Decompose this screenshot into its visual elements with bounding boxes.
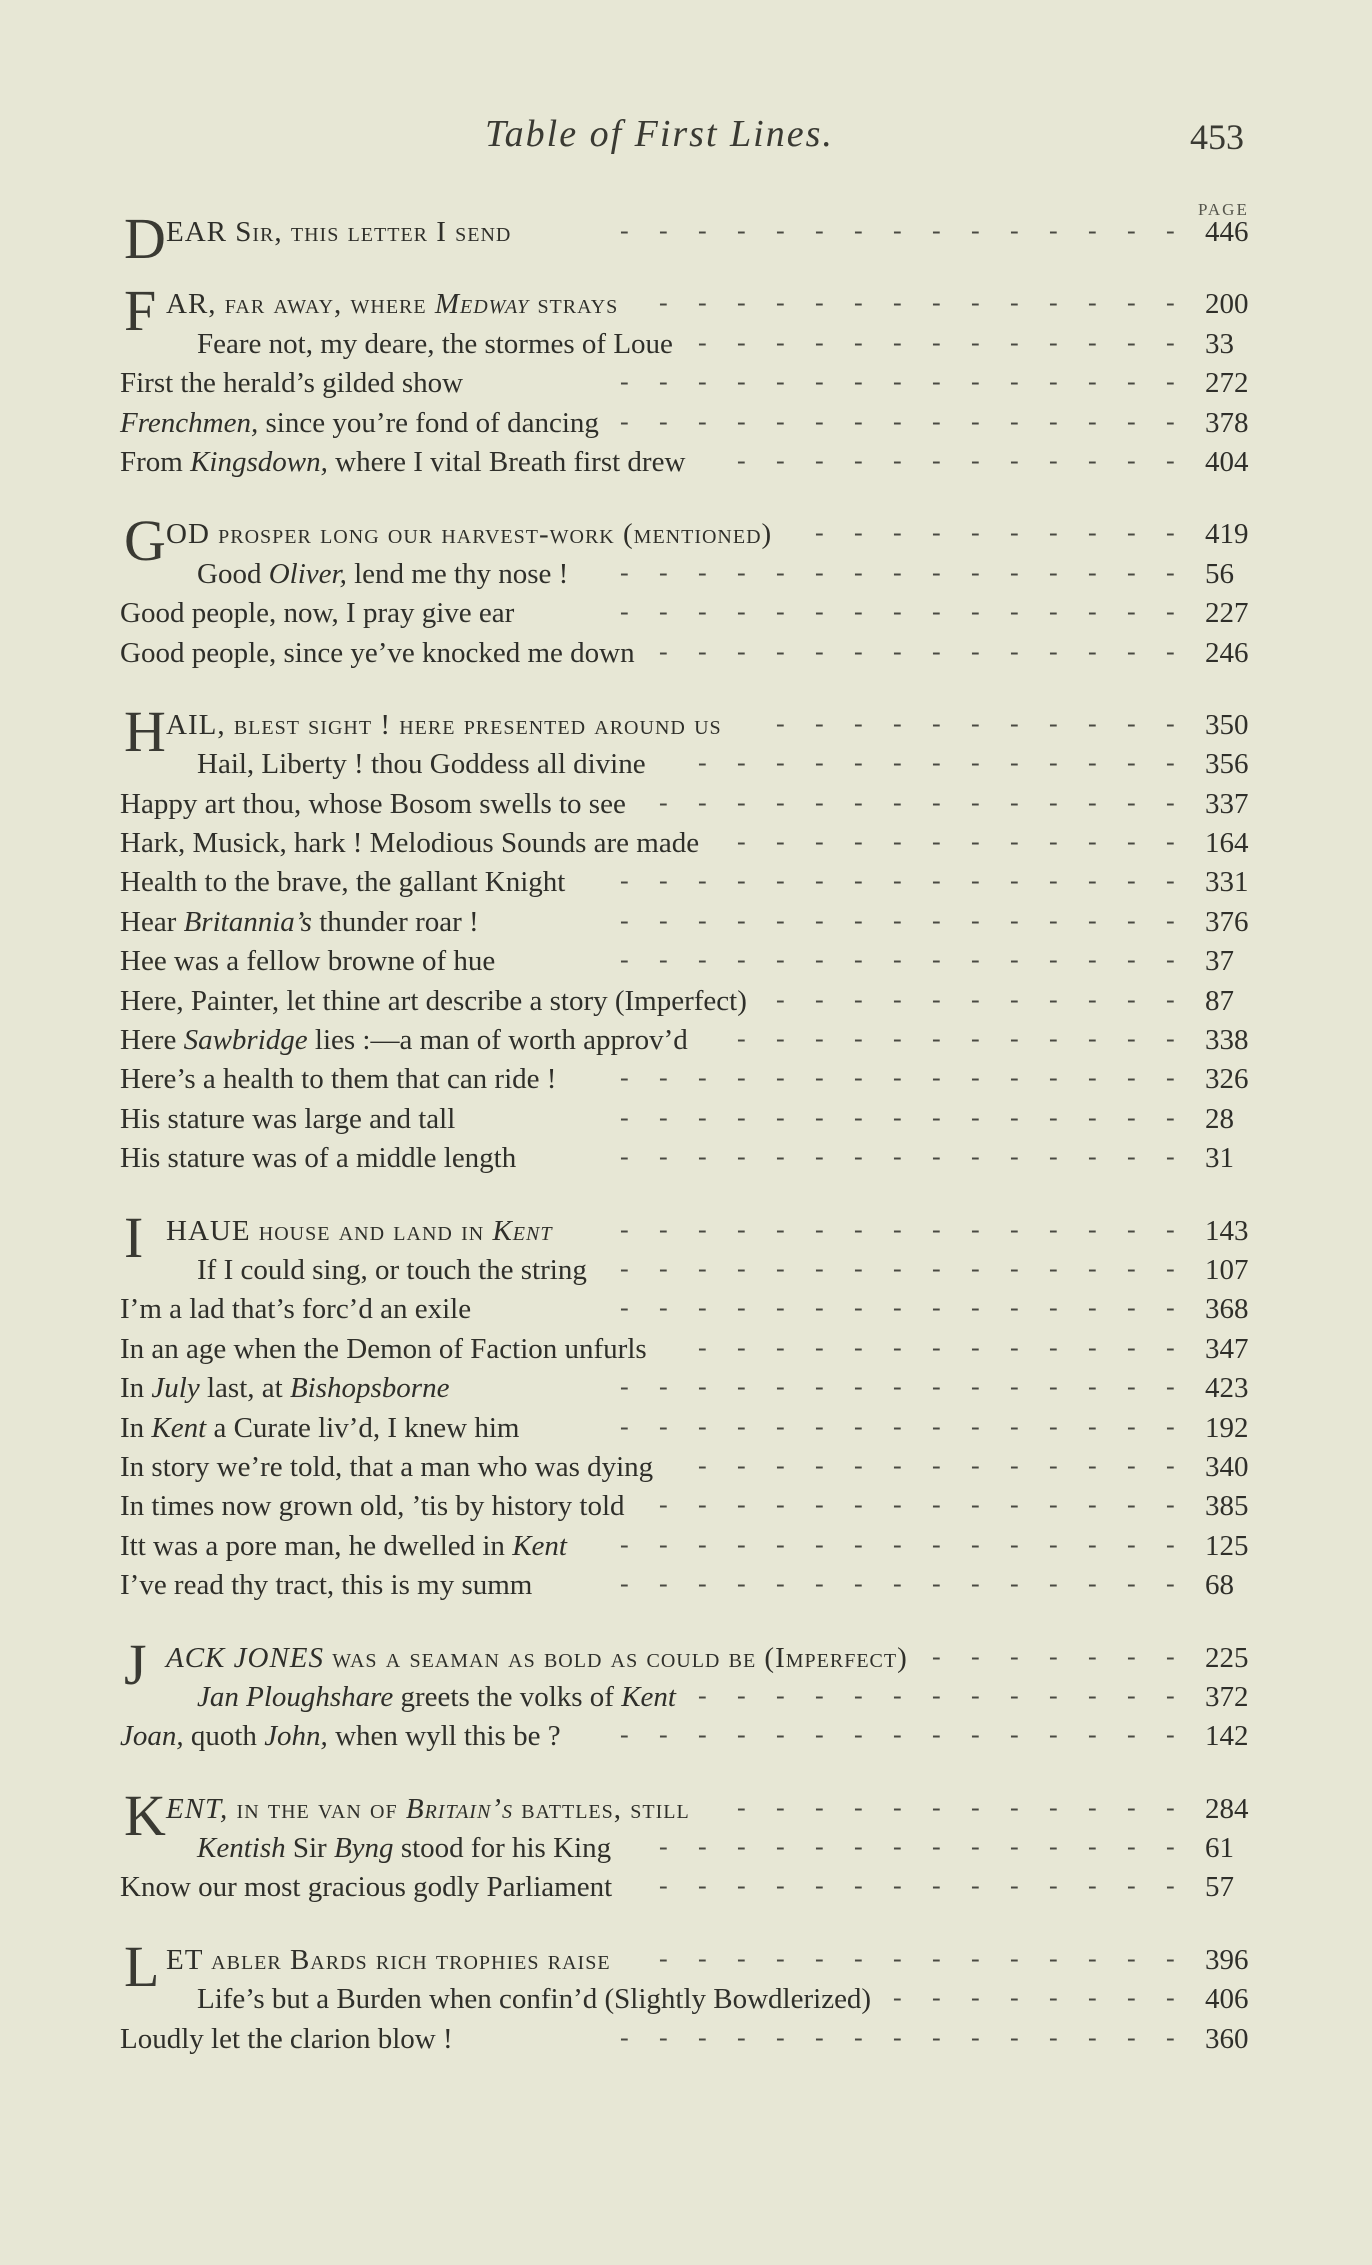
first-line-fragment: Oliver,: [268, 557, 347, 590]
dot-leader: - - - - - - - - - - - - - - -: [620, 1569, 1175, 1599]
dot-leader: - - - - - - - - - - - - - -: [659, 636, 1175, 666]
dot-leader: - - - - - - - - - - - - - -: [659, 787, 1175, 817]
first-line-fragment: strays: [529, 288, 619, 321]
dot-leader: - - - - - - - - - - - - -: [698, 748, 1175, 778]
dot-leader: - - - - - - - - - - - - - - -: [620, 1102, 1175, 1132]
first-line-fragment: Here: [120, 1024, 184, 1057]
dot-leader: - - - - - - - - - - - - - - -: [620, 1720, 1175, 1750]
dot-leader: - - - - - - -: [932, 1641, 1175, 1671]
page-reference: 396: [1205, 1943, 1249, 1976]
index-entry: [0, 1138, 1372, 1177]
page-reference: 28: [1205, 1102, 1234, 1135]
dot-leader: - - - - - - - - - - - - - - -: [620, 1411, 1175, 1441]
page-reference: 347: [1205, 1332, 1249, 1365]
page-header: [0, 112, 1372, 172]
dot-leader: - - - - - - - - - - - - - - -: [620, 945, 1175, 975]
first-line-fragment: was a seaman as bold as could be (Imperfect): [324, 1641, 908, 1674]
first-line-fragment: Kent: [151, 1411, 207, 1444]
index-entry: [0, 744, 1372, 783]
letter-section-f: [0, 278, 1372, 481]
dot-leader: - - - - - - - - - - - - - - -: [620, 367, 1175, 397]
index-entry: [0, 1099, 1372, 1138]
index-entry: [0, 698, 1372, 764]
index-entry: [0, 1020, 1372, 1059]
index-entry: [0, 941, 1372, 980]
first-line-fragment: OD prosper long our harvest-work (mentioned): [166, 518, 773, 551]
page-reference: 125: [1205, 1529, 1249, 1562]
first-line-fragment: I’ve read thy tract, this is my summ: [120, 1569, 533, 1602]
index-entry: [0, 1059, 1372, 1098]
drop-cap-letter: K: [124, 1782, 166, 1848]
first-line-fragment: Good: [197, 557, 269, 590]
first-line-fragment: ENT,: [166, 1792, 229, 1825]
first-line-fragment: in the van of: [228, 1792, 406, 1825]
first-line-fragment: stood for his King: [393, 1832, 612, 1865]
first-line-fragment: July: [151, 1372, 200, 1405]
index-entry: [0, 1526, 1372, 1565]
first-line-fragment: Kent: [512, 1529, 567, 1562]
first-line-fragment: lend me thy nose !: [346, 557, 569, 590]
drop-cap-letter: F: [124, 278, 157, 344]
page-reference: 142: [1205, 1720, 1249, 1753]
dot-leader: - - - - - - - - - - - - - - -: [620, 1063, 1175, 1093]
first-line-fragment: If I could sing, or touch the string: [197, 1253, 587, 1286]
dot-leader: - - - - - - - - - - - - - -: [659, 288, 1175, 318]
first-line-fragment: First the herald’s gilded show: [120, 367, 464, 400]
first-line-fragment: Hee was a fellow browne of hue: [120, 945, 496, 978]
index-entry: [0, 554, 1372, 593]
first-line-fragment: Jan Ploughshare: [197, 1680, 394, 1713]
page-reference: 406: [1205, 1983, 1249, 2016]
dot-leader: - - - - - - - - - - - - - - -: [620, 1253, 1175, 1283]
first-line-fragment: Medway: [434, 288, 530, 321]
page-reference: 56: [1205, 557, 1234, 590]
page-reference: 356: [1205, 748, 1249, 781]
page-reference: 68: [1205, 1569, 1234, 1602]
first-line-fragment: Loudly let the clarion blow !: [120, 2022, 453, 2055]
index-entry: [0, 1867, 1372, 1906]
index-entry: [0, 2019, 1372, 2058]
index-entry: [0, 1716, 1372, 1755]
dot-leader: - - - - - - - - - - - - - - -: [620, 1293, 1175, 1323]
first-line-fragment: From: [120, 445, 191, 478]
first-line-fragment: Feare not, my deare, the stormes of Loue: [197, 327, 673, 360]
dot-leader: - - - - - - - - - - - - - - -: [620, 216, 1175, 245]
letter-section-i: [0, 1204, 1372, 1605]
page-reference: 378: [1205, 406, 1249, 439]
letter-section-h: [0, 698, 1372, 1178]
page-reference: 446: [1205, 216, 1249, 248]
dot-leader: - - - - - - - - - - - -: [737, 445, 1175, 475]
first-line-fragment: where I vital Breath first drew: [327, 445, 686, 478]
first-line-fragment: Itt was a pore man, he dwelled in: [120, 1529, 513, 1562]
first-line-fragment: Bishopsborne: [289, 1372, 450, 1405]
dot-leader: - - - - - - - - - - - -: [737, 827, 1175, 857]
first-line-fragment: Joan,: [120, 1720, 184, 1753]
index-entry: [0, 1408, 1372, 1447]
page-reference: 33: [1205, 327, 1234, 360]
index-entry: [0, 1933, 1372, 1999]
first-line-fragment: Britain’s: [405, 1792, 513, 1825]
page-reference: 372: [1205, 1680, 1249, 1713]
first-line-fragment: Hail, Liberty ! thou Goddess all divine: [197, 748, 646, 781]
page-reference: 350: [1205, 708, 1249, 741]
first-line-fragment: In: [120, 1411, 152, 1444]
page-reference: 192: [1205, 1411, 1249, 1444]
index-entry: [0, 1289, 1372, 1328]
first-line-fragment: Kingsdown,: [190, 445, 328, 478]
dot-leader: - - - - - - - - - - - - -: [698, 1450, 1175, 1480]
first-line-fragment: Know our most gracious godly Parliament: [120, 1871, 613, 1904]
dot-leader: - - - - - - - - - - - - - -: [659, 1943, 1175, 1973]
first-line-fragment: Frenchmen,: [120, 406, 259, 439]
page-reference: 164: [1205, 827, 1249, 860]
index-entry: [0, 1250, 1372, 1289]
index-entry: [0, 1486, 1372, 1525]
first-line-fragment: last, at: [199, 1372, 290, 1405]
index-entry: [0, 1782, 1372, 1848]
dot-leader: - - - - - - - - - - - - - - -: [620, 557, 1175, 587]
letter-section-l: [0, 1933, 1372, 2058]
dot-leader: - - - - - - - - - - - - -: [698, 327, 1175, 357]
page-reference: 225: [1205, 1641, 1249, 1674]
letter-section-g: [0, 508, 1372, 672]
index-entry: [0, 1447, 1372, 1486]
page-reference: 227: [1205, 597, 1249, 630]
first-line-fragment: Kentish: [197, 1832, 286, 1865]
index-entry: [0, 1329, 1372, 1368]
first-line-fragment: AIL, blest sight ! here presented around us: [166, 708, 722, 741]
index-entry: [0, 1979, 1372, 2018]
index-entry: [0, 1565, 1372, 1604]
dot-leader: - - - - - - - - - - - - - - -: [620, 905, 1175, 935]
dot-leader: - - - - - - - - - - - - - -: [659, 1871, 1175, 1901]
page-reference: 385: [1205, 1490, 1249, 1523]
dot-leader: - - - - - - - - - - - -: [737, 1024, 1175, 1054]
drop-cap-letter: G: [124, 508, 166, 574]
index-entry: [0, 1677, 1372, 1716]
page-reference: 376: [1205, 905, 1249, 938]
index-entry: [0, 363, 1372, 402]
drop-cap-letter: J: [124, 1631, 147, 1697]
index-entry: [0, 823, 1372, 862]
first-line-fragment: Here, Painter, let thine art describe a story (Imperfect): [120, 984, 747, 1017]
dot-leader: - - - - - - - - - - -: [776, 984, 1175, 1014]
letter-section-k: [0, 1782, 1372, 1907]
letter-section-j: [0, 1631, 1372, 1756]
page-reference: 37: [1205, 945, 1234, 978]
dot-leader: - - - - - - - - - - - - - - -: [620, 406, 1175, 436]
index-entry: [0, 633, 1372, 672]
page-reference: 200: [1205, 288, 1249, 321]
first-line-fragment: I’m a lad that’s forc’d an exile: [120, 1293, 472, 1326]
first-line-fragment: Health to the brave, the gallant Knight: [120, 866, 566, 899]
index-entry: [0, 902, 1372, 941]
page-reference: 368: [1205, 1293, 1249, 1326]
first-line-fragment: ACK JONES: [166, 1641, 325, 1674]
dot-leader: - - - - - - - - - - - - - - -: [620, 1214, 1175, 1244]
index-entry: [0, 1828, 1372, 1867]
page-reference: 61: [1205, 1832, 1234, 1865]
first-line-fragment: Sawbridge: [183, 1024, 308, 1057]
first-line-fragment: Byng: [333, 1832, 394, 1865]
dot-leader: - - - - - - - - - - - - - - -: [620, 1372, 1175, 1402]
page-reference: 107: [1205, 1253, 1249, 1286]
drop-cap-letter: H: [124, 698, 166, 764]
dot-leader: - - - - - - - - - - - - - - -: [620, 866, 1175, 896]
first-line-fragment: a Curate liv’d, I knew him: [206, 1411, 520, 1444]
first-line-fragment: His stature was large and tall: [120, 1102, 456, 1135]
first-line-fragment: Hark, Musick, hark ! Melodious Sounds are made: [120, 827, 700, 860]
page-reference: 340: [1205, 1450, 1249, 1483]
page-reference: 143: [1205, 1214, 1249, 1247]
dot-leader: - - - - - - - - - - - - - - -: [620, 1142, 1175, 1172]
first-line-fragment: Britannia’s: [183, 905, 312, 938]
page-reference: 419: [1205, 518, 1249, 551]
dot-leader: - - - - - - - -: [893, 1983, 1175, 2013]
first-line-fragment: In an age when the Demon of Faction unfurls: [120, 1332, 647, 1365]
first-line-fragment: AR, far away, where: [166, 288, 435, 321]
first-line-fragment: Sir: [285, 1832, 334, 1865]
first-line-fragment: John,: [264, 1720, 328, 1753]
first-line-fragment: Happy art thou, whose Bosom swells to see: [120, 787, 626, 820]
first-line-fragment: Good people, now, I pray give ear: [120, 597, 515, 630]
index-entry: [0, 403, 1372, 442]
dot-leader: - - - - - - - - - - - - - - -: [620, 597, 1175, 627]
index-entry: [0, 324, 1372, 363]
index-entry: [0, 1368, 1372, 1407]
first-line-fragment: In: [120, 1372, 152, 1405]
dot-leader: - - - - - - - - - -: [815, 518, 1175, 548]
index-entry: [0, 862, 1372, 901]
first-line-fragment: battles, still: [512, 1792, 690, 1825]
first-line-fragment: In times now grown old, ’tis by history told: [120, 1490, 625, 1523]
page-reference: 87: [1205, 984, 1234, 1017]
page-reference: 404: [1205, 445, 1249, 478]
index-entry: [0, 593, 1372, 632]
page-reference: 272: [1205, 367, 1249, 400]
first-line-fragment: HAUE house and land in: [166, 1214, 493, 1247]
first-line-fragment: thunder roar !: [311, 905, 479, 938]
dot-leader: - - - - - - - - - - - - - -: [659, 1832, 1175, 1862]
drop-cap-letter: I: [124, 1204, 144, 1270]
drop-cap-letter: D: [124, 206, 166, 271]
first-line-fragment: when wyll this be ?: [327, 1720, 561, 1753]
dot-leader: - - - - - - - - - - - - - - -: [620, 2022, 1175, 2052]
first-line-fragment: quoth: [183, 1720, 265, 1753]
first-line-fragment: ET abler Bards rich trophies raise: [166, 1943, 611, 1976]
first-line-fragment: greets the volks of: [393, 1680, 622, 1713]
dot-leader: - - - - - - - - - - - - - - -: [620, 1529, 1175, 1559]
index-entry: [0, 981, 1372, 1020]
page-column-label: PAGE: [1198, 200, 1249, 219]
page-reference: 360: [1205, 2022, 1249, 2055]
dot-leader: - - - - - - - - - - - - - -: [659, 1490, 1175, 1520]
page-reference: 284: [1205, 1792, 1249, 1825]
first-line-fragment: Kent: [621, 1680, 676, 1713]
dot-leader: - - - - - - - - - - - - -: [698, 1680, 1175, 1710]
first-line-fragment: EAR Sir, this letter I send: [166, 216, 512, 248]
page-number: 453: [1190, 117, 1244, 157]
page-reference: 57: [1205, 1871, 1234, 1904]
first-line-fragment: Kent: [492, 1214, 553, 1247]
index-entry: [0, 442, 1372, 481]
dot-leader: - - - - - - - - - - - - -: [698, 1332, 1175, 1362]
first-line-fragment: Good people, since ye’ve knocked me down: [120, 636, 635, 669]
first-line-fragment: In story we’re told, that a man who was dying: [120, 1450, 654, 1483]
first-line-fragment: Here’s a health to them that can ride !: [120, 1063, 557, 1096]
page-reference: 31: [1205, 1142, 1234, 1175]
running-title: Table of First Lines.: [485, 113, 834, 155]
drop-cap-letter: L: [124, 1933, 160, 1999]
page-reference: 326: [1205, 1063, 1249, 1096]
page-reference: 246: [1205, 636, 1249, 669]
first-line-fragment: His stature was of a middle length: [120, 1142, 517, 1175]
page-reference: 338: [1205, 1024, 1249, 1057]
first-line-fragment: Life’s but a Burden when confin’d (Slightly Bowdlerized): [197, 1983, 872, 2016]
first-line-fragment: lies :—a man of worth approv’d: [307, 1024, 688, 1057]
first-line-fragment: Hear: [120, 905, 184, 938]
page-reference: 331: [1205, 866, 1249, 899]
page-reference: 337: [1205, 787, 1249, 820]
first-line-fragment: since you’re fond of dancing: [258, 406, 599, 439]
index-entry: [0, 784, 1372, 823]
dot-leader: - - - - - - - - - - - -: [737, 1792, 1175, 1822]
dot-leader: - - - - - - - - - - -: [776, 708, 1175, 738]
page-reference: 423: [1205, 1372, 1249, 1405]
